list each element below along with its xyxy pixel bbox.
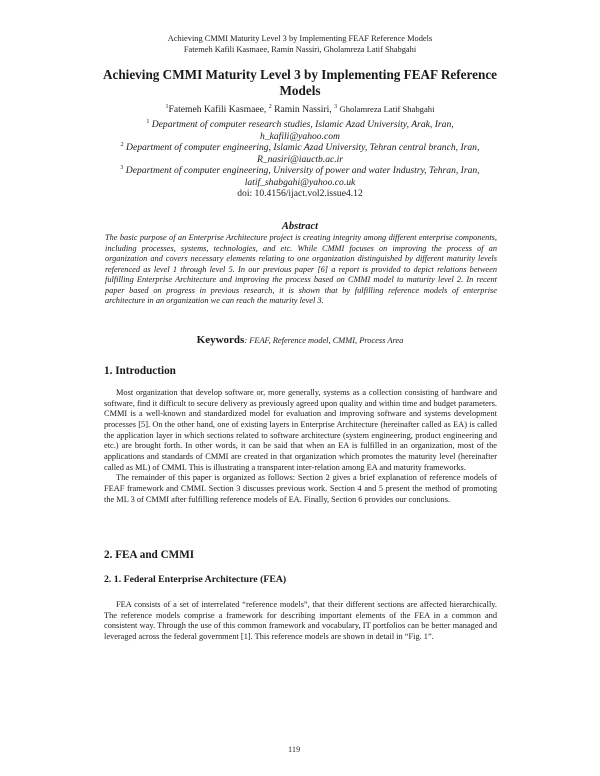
author-list	[0, 103, 600, 116]
running-head-authors: Fatemeh Kafili Kasmaee, Ramin Nassiri, Gholamreza Latif Shabgahi	[183, 44, 417, 54]
affiliation-2	[88, 142, 512, 154]
affiliation-3-email[interactable]: latif_shabgahi@yahoo.co.uk	[244, 176, 356, 188]
introduction-paragraph-2: The remainder of this paper is organized as follows: Section 2 gives a brief explanation of reference models of FEAF framework and CMMI. Section 3 discusses previous work. Section 4 and 5 present the method of promoting the ML 3 of CMMI after fulfilling reference models of EA. Finally, Section 6 provides our conclusions.	[104, 473, 497, 504]
introduction-paragraph-1: Most organization that develop software or, more generally, systems as a collection consisting of hardware and software, find it difficult to secure delivery as previously agreed upon quality and within time and budget parameters. CMMI is a well-known and standardized model for evaluation and improving software and systems development processes [5]. On the other hand, one of existing layers in Enterprise Architecture (hereinafter called as EA) is called the application layer in which sections related to software architecture (system engineering, product engineering and etc.) are brought forth. In other words, it can be said that when an EA is fulfilled in an organization, most of the applications and standards of CMMI are created in that organization which promotes the maturity level (hereinafter called as ML) of CMMI. This is illustrating a transparent inter-relation among EA and maturity frameworks.	[104, 388, 497, 472]
section-heading-fea-cmmi: 2. FEA and CMMI	[104, 549, 195, 561]
fea-body	[104, 600, 497, 643]
author-2-marker: 2	[268, 103, 272, 110]
keywords-text: : FEAF, Reference model, CMMI, Process Area	[244, 336, 404, 345]
fea-paragraph-1: FEA consists of a set of interrelated “reference models”, that their different sections are affected hierarchically. The reference models comprise a framework for describing important elements of the FEA in a common and consistent way. Through the use of this common framework and vocabulary, IT portfolios can be better managed and leveraged across the federal government [1]. This reference models are shown in detail in “Fig. 1”.	[104, 600, 497, 641]
affiliations	[88, 119, 512, 200]
affiliation-3-marker: 3	[120, 164, 124, 171]
author-3: Gholamreza Latif Shabgahi	[339, 104, 435, 114]
affiliation-2-marker: 2	[120, 141, 124, 148]
affiliation-1	[88, 119, 512, 131]
affiliation-2-dept: Department of computer engineering, Islamic Azad University, Tehran central branch, Iran,	[126, 142, 480, 153]
affiliation-1-marker: 1	[146, 118, 150, 125]
abstract-heading: Abstract	[281, 221, 319, 232]
abstract-text: The basic purpose of an Enterprise Architecture project is creating integrity among different enterprise components, including processes, systems, technologies, and etc. While CMMI focuses on improving the process of an organization and covers necessary elements relating to one organization distinguished by different maturity levels referenced as level 1 through level 5. In our previous paper [6] a report is provided to depict relations between fulfilling Enterprise Architecture and improving the process based on CMMI model to maturity level 2. In recent paper based on progress in previous research, it is shown that by fulfilling reference models of enterprise architecture in an organization we can reach the maturity level 3.	[105, 233, 497, 305]
affiliation-1-dept: Department of computer research studies, Islamic Azad University, Arak, Iran,	[151, 119, 454, 130]
author-2: Ramin Nassiri,	[274, 104, 332, 115]
running-head	[0, 34, 600, 55]
keywords-label: Keywords	[196, 334, 245, 346]
subsection-heading-fea: 2. 1. Federal Enterprise Architecture (FEA)	[104, 574, 287, 585]
affiliation-1-email[interactable]: h_kafili@yahoo.com	[260, 130, 340, 142]
introduction-body	[104, 388, 497, 505]
author-3-marker: 3	[334, 103, 338, 110]
running-head-title: Achieving CMMI Maturity Level 3 by Implementing FEAF Reference Models	[167, 34, 433, 43]
affiliation-3	[88, 165, 512, 177]
affiliation-3-dept: Department of computer engineering, University of power and water Industry, Tehran, Iran,	[125, 165, 480, 176]
doi[interactable]: doi: 10.4156/ijact.vol2.issue4.12	[237, 188, 363, 199]
affiliation-2-email[interactable]: R_nasiri@iauctb.ac.ir	[256, 153, 344, 165]
keywords	[0, 334, 600, 346]
section-heading-introduction: 1. Introduction	[104, 365, 176, 377]
paper-title: Achieving CMMI Maturity Level 3 by Implementing FEAF Reference Models	[102, 67, 498, 98]
author-1-marker: 1	[165, 103, 169, 110]
page-number: 119	[288, 745, 301, 754]
author-1: Fatemeh Kafili Kasmaee,	[168, 104, 267, 115]
